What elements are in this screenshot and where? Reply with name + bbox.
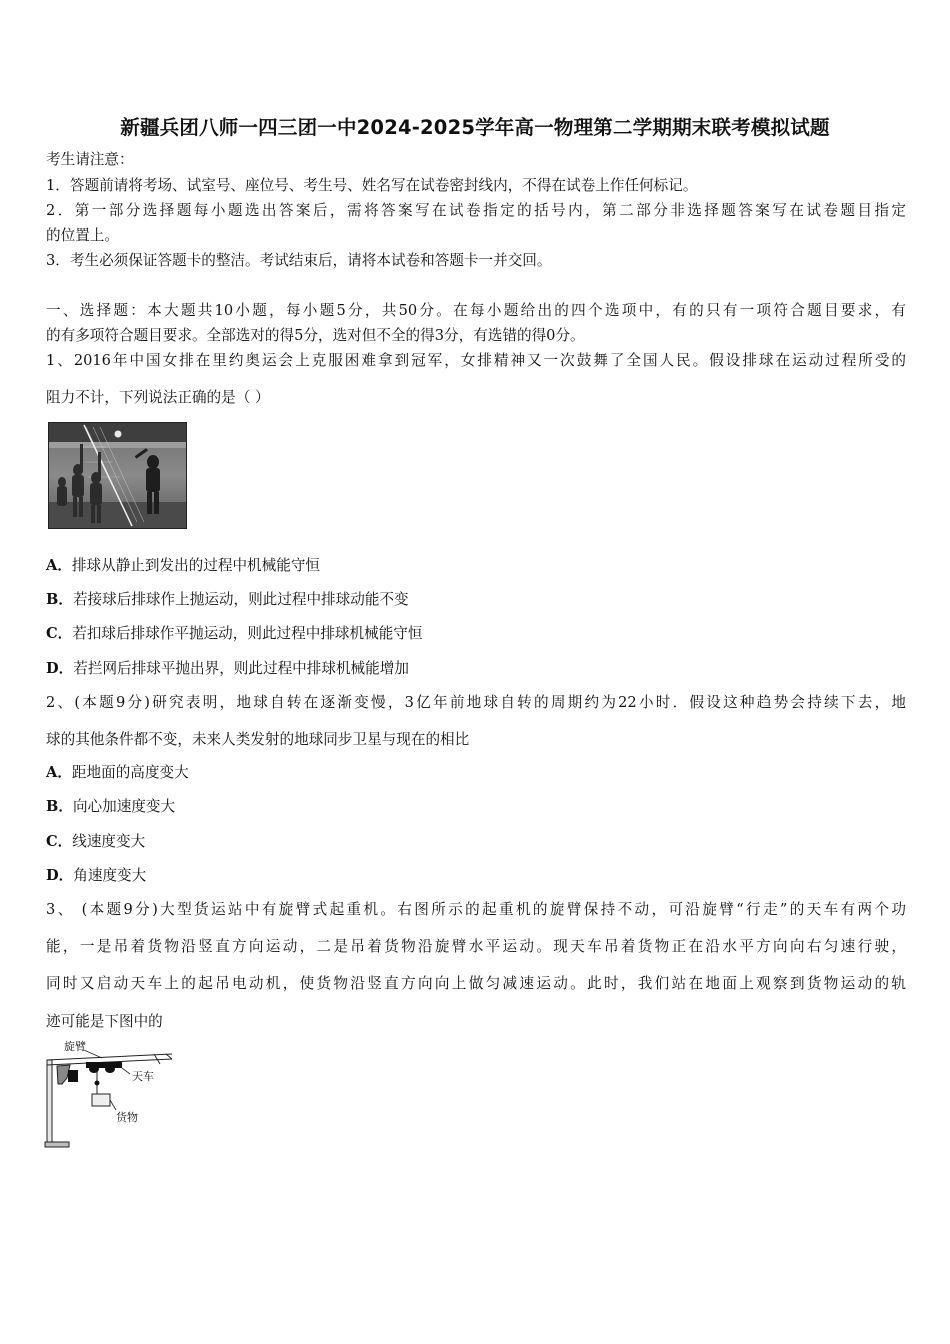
- notice-item-2: 2．第一部分选择题每小题选出答案后，需将答案写在试卷指定的括号内，第二部分非选择题答案写在试卷题目指定: [46, 202, 906, 219]
- q1-stem-2: 阻力不计，下列说法正确的是（ ）: [46, 389, 270, 406]
- q2-option-b: B．向心加速度变大: [46, 798, 176, 815]
- q3-stem-4: 迹可能是下图中的: [46, 1013, 163, 1030]
- q2-option-c: C．线速度变大: [46, 833, 146, 850]
- q2-stem-2: 球的其他条件都不变，未来人类发射的地球同步卫星与现在的相比: [46, 731, 470, 748]
- q3-stem-3: 同时又启动天车上的起吊电动机，使货物沿竖直方向向上做匀减速运动。此时，我们站在地面上观察到货物运动的轨: [46, 975, 906, 992]
- page-title: 新疆兵团八师一四三团一中2024-2025学年高一物理第二学期期末联考模拟试题: [120, 116, 830, 139]
- q1-stem-1: 1、2016年中国女排在里约奥运会上克服困难拿到冠军，女排精神又一次鼓舞了全国人民。假设排球在运动过程所受的: [46, 352, 906, 369]
- q2-stem-1: 2、(本题9分)研究表明，地球自转在逐渐变慢，3亿年前地球自转的周期约为22小时．假设这种趋势会持续下去，地: [46, 694, 906, 711]
- notice-item-3: 3．考生必须保证答题卡的整洁。考试结束后，请将本试卷和答题卡一并交回。: [46, 252, 552, 269]
- q2-option-a: A．距地面的高度变大: [46, 764, 189, 781]
- q1-option-d: D．若拦网后排球平抛出界，则此过程中排球机械能增加: [46, 660, 409, 677]
- q2-option-d: D．角速度变大: [46, 867, 147, 884]
- volleyball-photo: [48, 422, 187, 529]
- section1-intro-2: 的有多项符合题目要求。全部选对的得5分，选对但不全的得3分，有选错的得0分。: [46, 327, 585, 344]
- notice-item-2-cont: 的位置上。: [46, 227, 119, 244]
- label-cargo: 货物: [116, 1111, 138, 1124]
- notice-item-1: 1．答题前请将考场、试室号、座位号、考生号、姓名写在试卷密封线内，不得在试卷上作任何标记。: [46, 177, 698, 194]
- q1-option-b: B．若接球后排球作上抛运动，则此过程中排球动能不变: [46, 591, 409, 608]
- q3-stem-2: 能，一是吊着货物沿竖直方向运动，二是吊着货物沿旋臂水平运动。现天车吊着货物正在沿水平方向向右匀速行驶，: [46, 938, 906, 955]
- crane-diagram: [42, 1036, 182, 1152]
- section1-intro-1: 一、选择题：本大题共10小题，每小题5分，共50分。在每小题给出的四个选项中，有的只有一项符合题目要求，有: [46, 302, 906, 319]
- q1-option-c: C．若扣球后排球作平抛运动，则此过程中排球机械能守恒: [46, 625, 423, 642]
- q1-option-a: A．排球从静止到发出的过程中机械能守恒: [46, 557, 321, 574]
- q3-stem-1: 3、 (本题9分)大型货运站中有旋臂式起重机。右图所示的起重机的旋臂保持不动，可沿旋臂“行走”的天车有两个功: [46, 901, 906, 918]
- notice-heading: 考生请注意：: [46, 151, 134, 168]
- label-arm: 旋臂: [64, 1040, 86, 1053]
- label-trolley: 天车: [132, 1070, 154, 1083]
